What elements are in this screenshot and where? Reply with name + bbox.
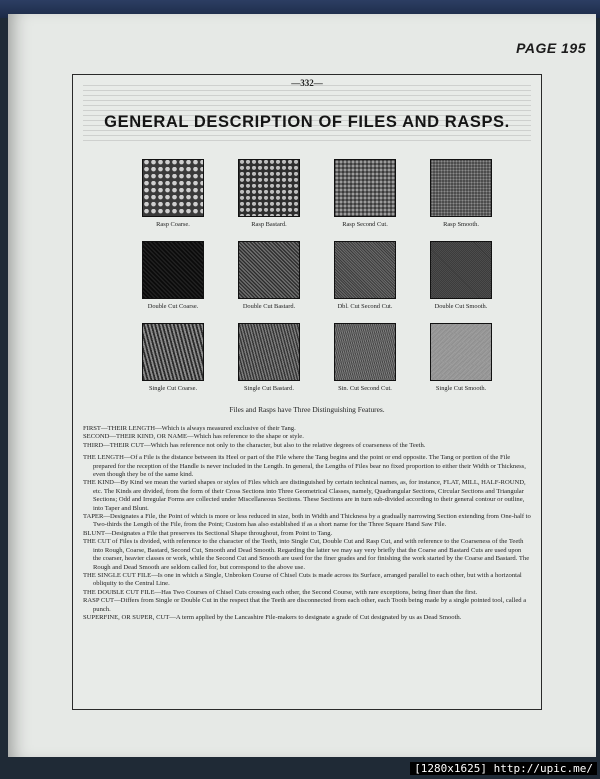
swatch-caption: Double Cut Coarse.	[147, 303, 199, 310]
swatch-cell	[317, 241, 413, 311]
swatch-cell	[125, 159, 221, 229]
swatch-caption: Dbl. Cut Second Cut.	[337, 303, 393, 310]
distinguishing-caption: Files and Rasps have Three Distinguishing Features.	[229, 405, 385, 414]
description-paragraph: TAPER—Designates a File, the Point of which is more or less reduced in size, both in Width and Thickness by a gradually narrowing Section extending from One-half to Two-thirds the Length of the File, from the Point; Custom has also established if as a short name for the Three Square Hand Saw File.	[83, 513, 531, 529]
swatch-cell	[413, 159, 509, 229]
swatch-caption: Single Cut Smooth.	[435, 385, 487, 392]
file-texture-swatch	[430, 323, 492, 381]
description-paragraph: THE LENGTH—Of a File is the distance between its Heel or part of the File where the Tang begins and the point or end opposite. The Tang or portion of the File prepared for the reception of the Handle is never included in the Length. In general, the Lengths of Files bear no fixed proportion to either their Width or Thickness, even though they be of the same kind.	[83, 454, 526, 479]
file-texture-swatch	[334, 241, 396, 299]
description-paragraph: FIRST—THEIR LENGTH—Which is always measured exclusive of their Tang.	[83, 425, 296, 432]
page-number: PAGE 195	[516, 40, 586, 56]
swatch-cell	[221, 159, 317, 229]
file-texture-swatch	[142, 159, 204, 217]
swatch-cell	[221, 323, 317, 393]
file-texture-swatch	[142, 323, 204, 381]
swatch-caption: Rasp Coarse.	[156, 221, 190, 228]
swatch-cell	[317, 323, 413, 393]
description-paragraph: SUPERFINE, OR SUPER, CUT—A term applied by the Lancashire File-makers to designate a grade of Cut designated by us as Dead Smooth.	[83, 613, 462, 621]
sheet-number: —332—	[291, 78, 323, 88]
description-text	[83, 425, 531, 622]
swatch-caption: Rasp Bastard.	[251, 221, 287, 228]
description-paragraph: THIRD—THEIR CUT—Which has reference not only to the character, but also to the relative degrees of coarseness of the Teeth.	[83, 441, 426, 449]
description-paragraph: THE CUT of Files is divided, with reference to the character of the Teeth, into Single Cut, Double Cut and Rasp Cut, and with reference to the Coarseness of the Teeth into Rough, Coarse, Bastard, Second Cut, Smooth and Dead Smooth. Regarding the latter we may say very briefly that the Coarse and Bastard Cuts are used upon the coarser, heavier classes or work, while the Second Cut and Smooth are used for the finer grades and for finishing the work started by the Coarse and Bastard. The Rough and Dead Smooth are seldom called for, but correspond to the above use.	[83, 538, 530, 571]
swatch-cell	[413, 323, 509, 393]
file-texture-swatch	[430, 241, 492, 299]
swatch-cell	[221, 241, 317, 311]
catalog-frame	[72, 74, 542, 710]
description-paragraph: THE SINGLE CUT FILE—Is one in which a Single, Unbroken Course of Chisel Cuts is made across its Surface, arranged parallel to each other, but with a horizontal obliquity to the Central Line.	[83, 571, 522, 588]
swatch-caption: Single Cut Bastard.	[244, 385, 294, 392]
file-texture-swatch	[238, 159, 300, 217]
description-paragraph: THE DOUBLE CUT FILE—Has Two Courses of Chisel Cuts crossing each other, the Second Course, with rare exceptions, being finer than the first.	[83, 588, 478, 596]
file-texture-swatch	[238, 323, 300, 381]
swatch-caption: Rasp Second Cut.	[342, 221, 388, 228]
description-paragraph: SECOND—THEIR KIND, OR NAME—Which has reference to the shape or style.	[83, 433, 304, 441]
watermark: [1280x1625] http://upic.me/	[410, 762, 597, 775]
description-paragraph: THE KIND—By Kind we mean the varied shapes or styles of Files which are distinguished by certain technical names, as, for instance, FLAT, MILL, HALF-ROUND, etc. The Kinds are divided, from the form of their Cross Sections into Three Geometrical Classes, namely, Quadrangular Sections, Circular Sections and Triangular Sections; Odd and Irregular Forms are collected under Miscellaneous Sections. These Sections are in turn sub-divided according to their general contour or outline, into Taper and Blunt.	[83, 479, 526, 512]
swatch-cell	[125, 323, 221, 393]
description-paragraph: RASP CUT—Differs from Single or Double Cut in the respect that the Teeth are disconnected from each other, each Tooth being made by a single pointed tool, called a punch.	[83, 597, 527, 613]
swatch-caption: Rasp Smooth.	[443, 221, 479, 228]
swatch-caption: Double Cut Smooth.	[434, 303, 488, 310]
swatch-cell	[125, 241, 221, 311]
swatch-caption: Sin. Cut Second Cut.	[338, 385, 392, 392]
file-texture-swatch	[238, 241, 300, 299]
file-texture-swatch	[334, 159, 396, 217]
file-texture-swatch	[430, 159, 492, 217]
swatch-cell	[413, 241, 509, 311]
description-paragraph: BLUNT—Designates a File that preserves its Sectional Shape throughout, from Point to Tang.	[83, 529, 333, 537]
file-texture-swatch	[142, 241, 204, 299]
page-title: GENERAL DESCRIPTION OF FILES AND RASPS.	[104, 113, 510, 131]
swatch-caption: Single Cut Coarse.	[148, 385, 198, 392]
file-texture-swatch	[334, 323, 396, 381]
swatch-cell	[317, 159, 413, 229]
file-cut-grid	[125, 159, 509, 393]
swatch-caption: Double Cut Bastard.	[242, 303, 296, 310]
